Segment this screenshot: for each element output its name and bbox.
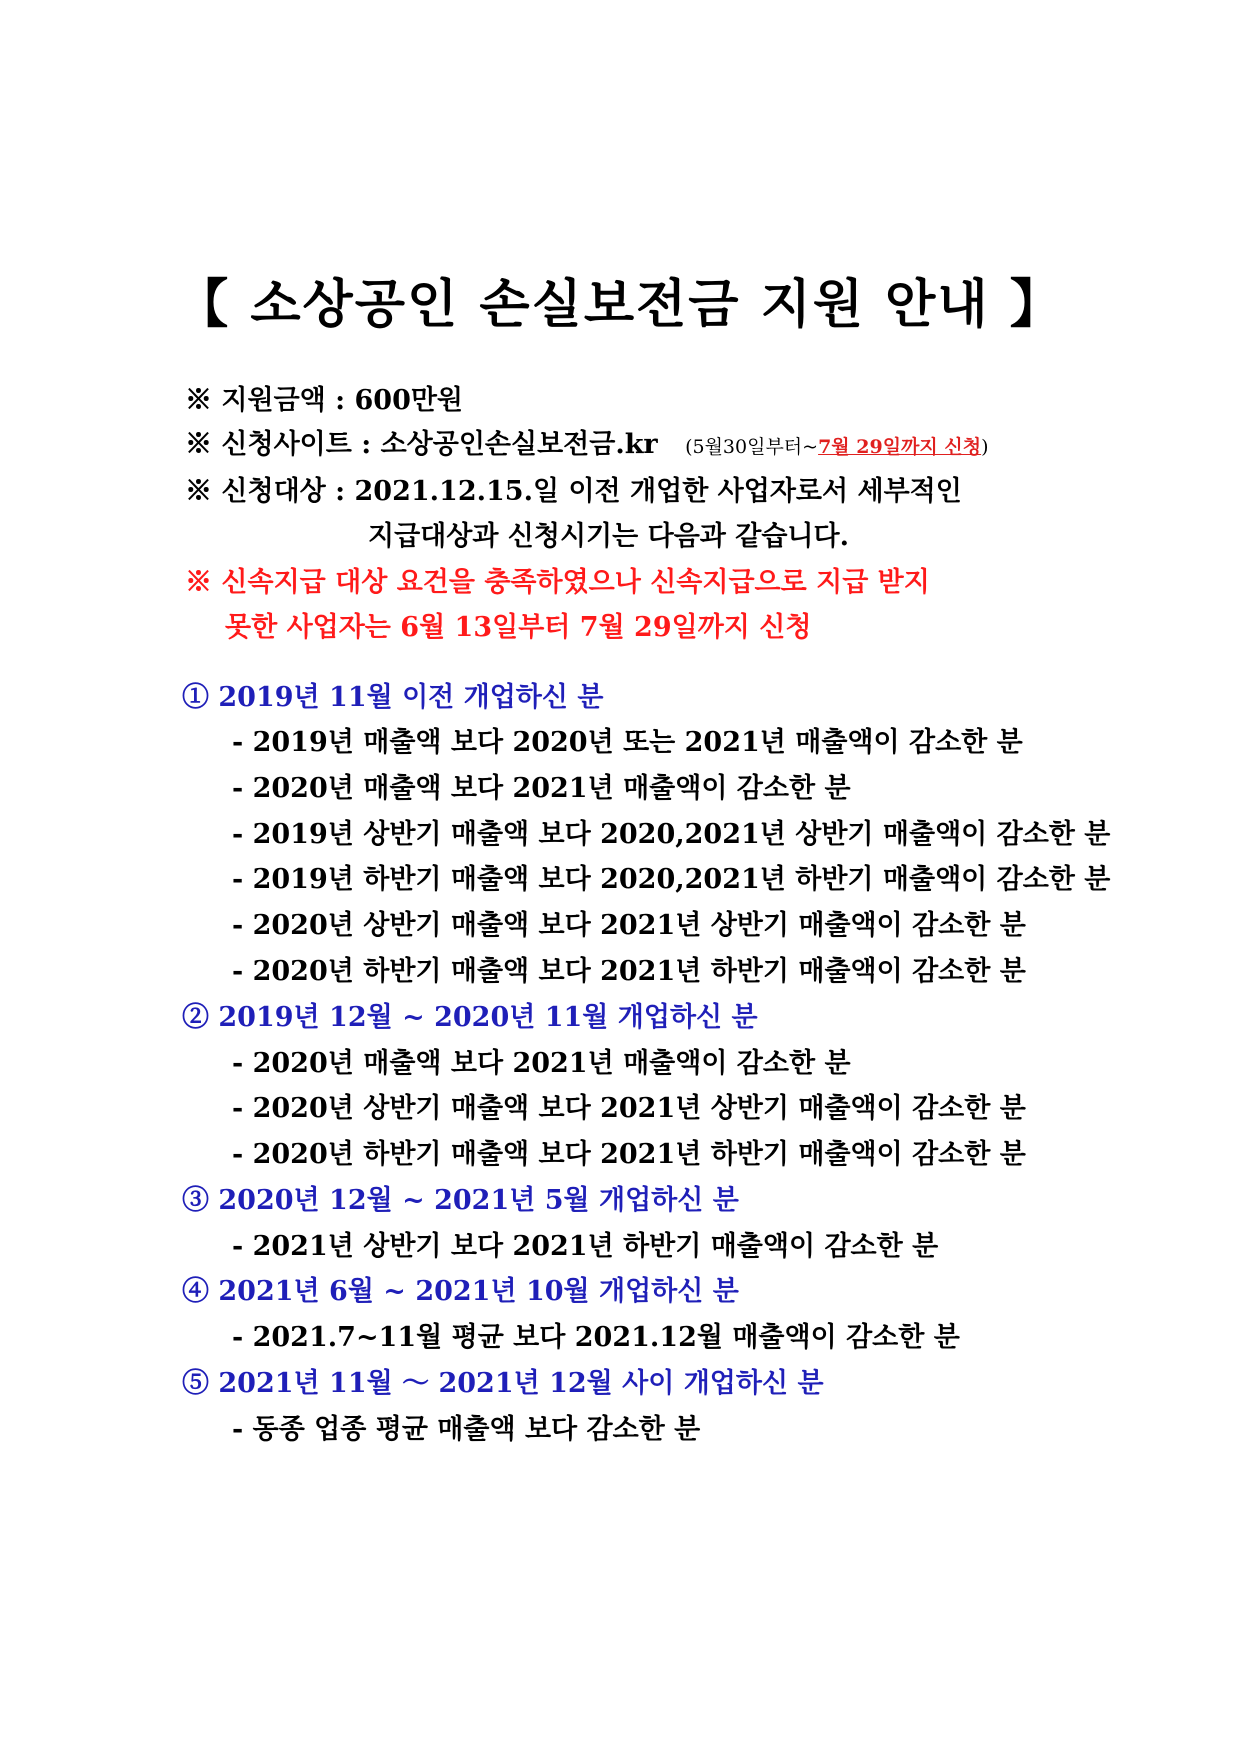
section-heading: ③ 2020년 12월 ~ 2021년 5월 개업하신 분 [182,1185,739,1216]
section-heading: ④ 2021년 6월 ~ 2021년 10월 개업하신 분 [182,1276,739,1307]
list-item: - 2020년 매출액 보다 2021년 매출액이 감소한 분 [232,773,851,804]
application-target-line2: 지급대상과 신청시기는 다음과 같습니다. [368,521,849,552]
support-amount: ※ 지원금액 : 600만원 [185,385,464,416]
list-item: - 2021년 상반기 보다 2021년 하반기 매출액이 감소한 분 [232,1231,939,1262]
list-item: - 2020년 상반기 매출액 보다 2021년 상반기 매출액이 감소한 분 [232,910,1026,941]
list-item: - 2019년 상반기 매출액 보다 2020,2021년 상반기 매출액이 감소한 분 [232,819,1111,850]
page-title: 【 소상공인 손실보전금 지원 안내 】 [176,274,1064,335]
list-item: - 2020년 하반기 매출액 보다 2021년 하반기 매출액이 감소한 분 [232,1139,1026,1170]
period-note-open: (5월30일부터~ [685,436,819,458]
application-target-line1: ※ 신청대상 : 2021.12.15.일 이전 개업한 사업자로서 세부적인 [185,476,962,507]
section-heading: ⑤ 2021년 11월 ～ 2021년 12월 사이 개업하신 분 [182,1368,824,1399]
application-period-note [685,436,988,458]
list-item: - 2021.7~11월 평균 보다 2021.12월 매출액이 감소한 분 [232,1322,960,1353]
list-item: - 2019년 하반기 매출액 보다 2020,2021년 하반기 매출액이 감소한 분 [232,864,1111,895]
list-item: - 2020년 하반기 매출액 보다 2021년 하반기 매출액이 감소한 분 [232,956,1026,987]
list-item: - 2019년 매출액 보다 2020년 또는 2021년 매출액이 감소한 분 [232,727,1023,758]
section-heading: ② 2019년 12월 ~ 2020년 11월 개업하신 분 [182,1002,758,1033]
section-heading: ① 2019년 11월 이전 개업하신 분 [182,682,604,713]
notice-line2: 못한 사업자는 6월 13일부터 7월 29일까지 신청 [225,612,812,643]
notice-line1: ※ 신속지급 대상 요건을 충족하였으나 신속지급으로 지급 받지 [185,567,930,598]
list-item: - 2020년 매출액 보다 2021년 매출액이 감소한 분 [232,1048,851,1079]
period-deadline: 7월 29일까지 신청 [818,436,982,458]
list-item: - 2020년 상반기 매출액 보다 2021년 상반기 매출액이 감소한 분 [232,1093,1026,1124]
period-note-close: ) [981,436,989,458]
application-site [185,428,989,464]
list-item: - 동종 업종 평균 매출액 보다 감소한 분 [232,1414,701,1445]
application-site-text: ※ 신청사이트 : 소상공인손실보전금.kr [185,429,658,460]
